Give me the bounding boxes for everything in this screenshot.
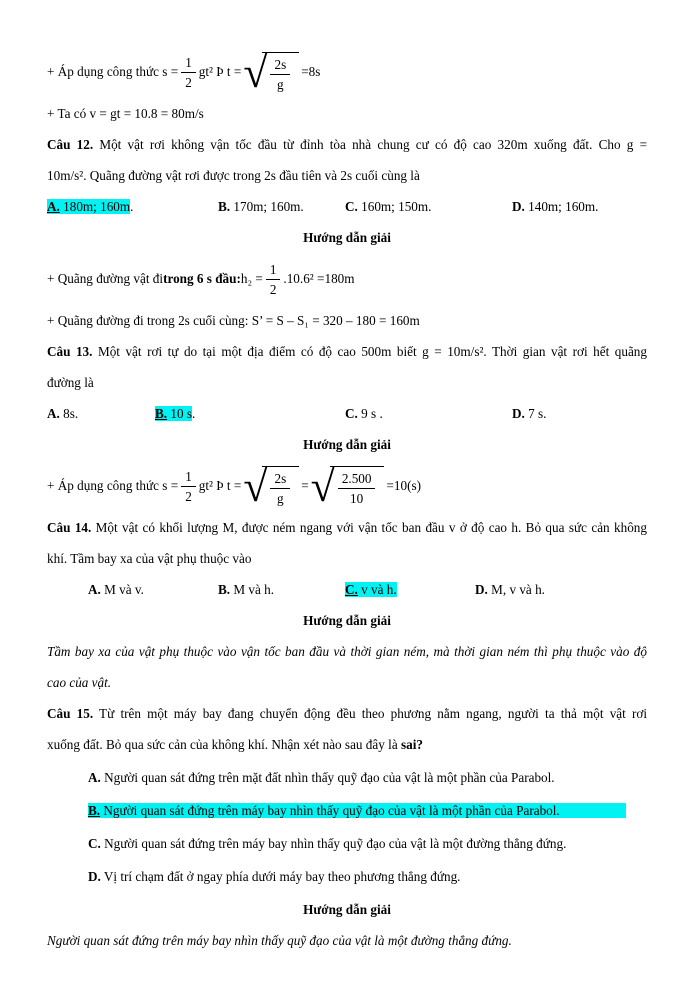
option-a xyxy=(47,398,155,429)
option-letter: B. xyxy=(218,199,231,214)
question-cau13-line1 xyxy=(47,336,647,367)
fraction-one-half xyxy=(266,262,281,297)
question-label: Câu 13. xyxy=(47,344,93,359)
option-d xyxy=(475,574,545,605)
option-letter: D. xyxy=(512,406,525,421)
option-a-selected xyxy=(47,191,218,222)
question-cau15-line1 xyxy=(47,698,647,729)
fraction-one-half xyxy=(181,55,196,90)
formula-result: .10.6² =180m xyxy=(283,271,355,286)
option-text: 140m; 160m. xyxy=(524,199,599,214)
question-cau13-line2: đường là xyxy=(47,375,94,390)
cau14-solution-line2: cao của vật. xyxy=(47,675,112,690)
heading-huong-dan-giai: Hướng dẫn giải xyxy=(303,613,391,628)
option-text: 9 s . xyxy=(357,406,383,421)
answer-row-cau13 xyxy=(47,398,647,429)
radicand xyxy=(262,52,299,92)
formula-prefix: + Áp dụng công thức s = xyxy=(47,478,179,493)
highlighted-answer xyxy=(155,406,192,421)
option-text: 8s. xyxy=(59,406,79,421)
formula-result: =10(s) xyxy=(386,478,422,493)
sqrt-2500-over-10 xyxy=(310,462,385,511)
option-a xyxy=(88,574,218,605)
cau14-solution-line1: Tầm bay xa của vật phụ thuộc vào vận tốc ban đầu và thời gian ném, mà thời gian ném thì phụ thuộc vào độ xyxy=(47,644,647,659)
cau12-solution-line2: + Quãng đường đi trong 2s cuối cùng: S’ = S – S₁ = 320 – 180 = 160m xyxy=(47,313,420,328)
fraction-2500-over-10 xyxy=(338,471,376,506)
fraction-denominator: g xyxy=(277,76,284,92)
question-text-bold: sai? xyxy=(400,737,423,752)
option-c xyxy=(345,191,512,222)
sqrt-2s-over-g xyxy=(243,462,299,511)
sqrt-2s-over-g xyxy=(243,48,299,97)
formula-prefix: + Áp dụng công thức s = xyxy=(47,64,179,79)
option-text: Người quan sát đứng trên máy bay nhìn thấy quỹ đạo của vật là một phần của Parabol. xyxy=(100,803,560,818)
cau11-solution-line2: + Ta có v = gt = 10.8 = 80m/s xyxy=(47,106,204,121)
heading-huong-dan-giai: Hướng dẫn giải xyxy=(303,437,391,452)
question-text: Một vật rơi không vận tốc đầu từ đỉnh tòa nhà chung cư có độ cao 320m xuống đất. Cho g = xyxy=(93,137,648,152)
cau11-solution-formula xyxy=(47,46,647,98)
question-cau14-line1 xyxy=(47,512,647,543)
option-text: M và v. xyxy=(100,582,144,597)
option-letter: D. xyxy=(475,582,488,597)
highlighted-answer xyxy=(345,582,397,597)
option-tail: . xyxy=(130,199,134,214)
option-c xyxy=(345,398,512,429)
option-letter: A. xyxy=(88,582,101,597)
radical-sign: √ xyxy=(243,462,268,511)
option-letter: B. xyxy=(88,803,101,818)
option-text: M và h. xyxy=(230,582,275,597)
fraction-one-half xyxy=(181,469,196,504)
formula-prefix: h₂ = xyxy=(240,271,263,286)
option-d xyxy=(512,191,598,222)
fraction-denominator: 2 xyxy=(185,74,192,90)
question-text: Một vật có khối lượng M, được ném ngang với vận tốc ban đầu v ở độ cao h. Bỏ qua sức cản không xyxy=(91,520,647,535)
option-text: v và h. xyxy=(357,582,397,597)
highlighted-answer xyxy=(47,199,130,214)
fraction-denominator: 2 xyxy=(185,488,192,504)
option-text: Người quan sát đứng trên máy bay nhìn thấy quỹ đạo của vật là một đường thẳng đứng. xyxy=(100,836,567,851)
heading-huong-dan-giai: Hướng dẫn giải xyxy=(303,230,391,245)
question-cau14-line2: khí. Tầm bay xa của vật phụ thuộc vào xyxy=(47,551,252,566)
option-letter: C. xyxy=(88,836,101,851)
formula-result: =8s xyxy=(301,64,321,79)
option-letter: A. xyxy=(88,770,101,785)
option-letter: D. xyxy=(512,199,525,214)
option-b-cau15-selected xyxy=(47,795,647,826)
equals-sign: = xyxy=(301,478,309,493)
option-a-cau15 xyxy=(47,762,647,793)
question-text: xuống đất. Bỏ qua sức cản của không khí. Nhận xét nào sau đây là xyxy=(47,737,401,752)
option-text: 7 s. xyxy=(524,406,547,421)
highlighted-answer xyxy=(88,803,626,818)
fraction-numerator: 2.500 xyxy=(338,471,376,489)
radicand xyxy=(262,466,299,506)
option-text: 10 s xyxy=(167,406,193,421)
radical-sign: √ xyxy=(243,48,268,97)
cau12-solution-formula xyxy=(47,253,647,305)
question-label: Câu 15. xyxy=(47,706,94,721)
heading-huong-dan-giai: Hướng dẫn giải xyxy=(303,902,391,917)
answer-row-cau12 xyxy=(47,191,647,222)
option-text: Vị trí chạm đất ở ngay phía dưới máy bay theo phương thẳng đứng. xyxy=(100,869,461,884)
cau13-solution-formula xyxy=(47,460,647,512)
solution-text-bold: trong 6 s đầu: xyxy=(163,271,241,286)
option-text: 180m; 160m xyxy=(59,199,131,214)
question-text: Từ trên một máy bay đang chuyển động đều theo phương nằm ngang, người ta thả một vật rơi xyxy=(93,706,648,721)
fraction-numerator: 1 xyxy=(181,469,196,487)
option-letter: C. xyxy=(345,582,358,597)
formula-middle: gt² Þ t = xyxy=(198,478,242,493)
option-letter: A. xyxy=(47,406,60,421)
option-b-selected xyxy=(155,398,345,429)
fraction-denominator: 2 xyxy=(269,281,277,297)
fraction-numerator: 1 xyxy=(266,262,281,280)
option-text: 160m; 150m. xyxy=(357,199,432,214)
option-text: Người quan sát đứng trên mặt đất nhìn thấy quỹ đạo của vật là một phần của Parabol. xyxy=(100,770,555,785)
option-letter: D. xyxy=(88,869,101,884)
option-letter: C. xyxy=(345,199,358,214)
option-text: 170m; 160m. xyxy=(230,199,304,214)
question-cau12-line2: 10m/s². Quãng đường vật rơi được trong 2s đầu tiên và 2s cuối cùng là xyxy=(47,168,420,183)
option-letter: C. xyxy=(345,406,358,421)
option-letter: B. xyxy=(155,406,168,421)
option-b xyxy=(218,191,345,222)
option-text: M, v và h. xyxy=(487,582,545,597)
option-tail: . xyxy=(192,406,196,421)
option-d-cau15 xyxy=(47,861,647,892)
option-c-selected xyxy=(345,574,475,605)
question-label: Câu 12. xyxy=(47,137,94,152)
fraction-denominator: g xyxy=(277,490,284,506)
option-c-cau15 xyxy=(47,828,647,859)
radical-sign: √ xyxy=(310,462,335,511)
fraction-2s-over-g xyxy=(270,57,290,92)
radicand xyxy=(330,466,385,506)
fraction-denominator: 10 xyxy=(350,490,364,506)
option-letter: B. xyxy=(218,582,231,597)
question-label: Câu 14. xyxy=(47,520,92,535)
formula-middle: gt² Þ t = xyxy=(198,64,242,79)
option-letter: A. xyxy=(47,199,60,214)
question-cau12-line1 xyxy=(47,129,647,160)
fraction-numerator: 2s xyxy=(270,57,290,75)
solution-text: + Quãng đường vật đi xyxy=(47,271,164,286)
answer-row-cau14 xyxy=(47,574,647,605)
option-d xyxy=(512,398,546,429)
fraction-numerator: 2s xyxy=(270,471,290,489)
cau15-solution-line1: Người quan sát đứng trên máy bay nhìn thấy quỹ đạo của vật là một đường thẳng đứng. xyxy=(47,933,512,948)
fraction-numerator: 1 xyxy=(181,55,196,73)
option-b xyxy=(218,574,345,605)
question-text: Một vật rơi tự do tại một địa điểm có độ cao 500m biết g = 10m/s². Thời gian vật rơi hết quãng xyxy=(92,344,647,359)
fraction-2s-over-g xyxy=(270,471,290,506)
question-cau15-line2 xyxy=(47,729,647,760)
